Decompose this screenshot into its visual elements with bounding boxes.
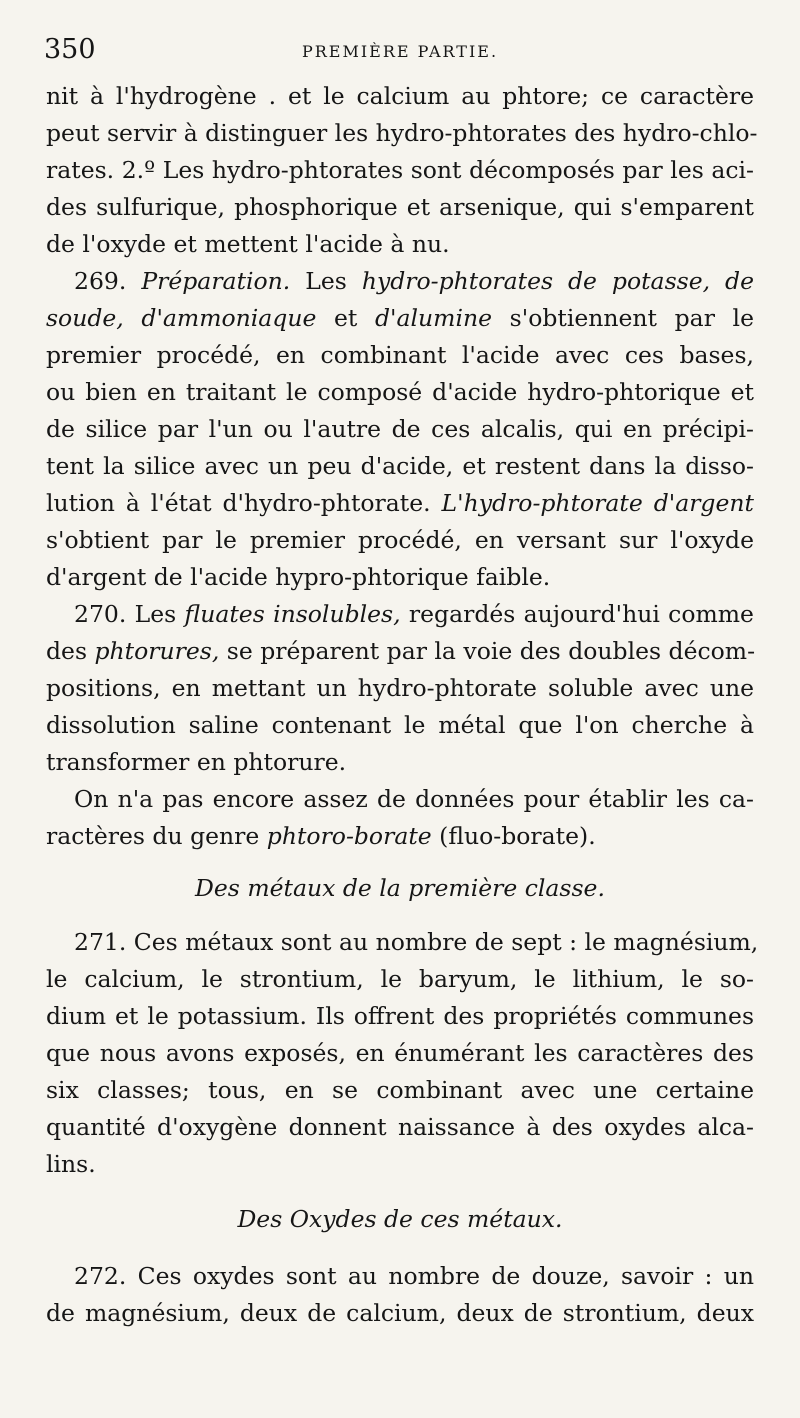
italic-term: phtorures, bbox=[94, 637, 220, 665]
paragraph-269 bbox=[46, 263, 754, 596]
italic-term: fluates insolubles, bbox=[184, 600, 401, 628]
italic-term: soude, d'ammoniaque bbox=[46, 304, 317, 332]
paragraph-continuation bbox=[46, 78, 758, 263]
text-line bbox=[46, 300, 754, 337]
italic-term: hydro-phtorates de potasse, de bbox=[361, 267, 754, 295]
text-line: On n'a pas encore assez de données pour établir les ca- bbox=[74, 785, 754, 813]
text-line: 271. Ces métaux sont au nombre de sept : le magnésium, bbox=[74, 928, 759, 956]
page-body bbox=[46, 78, 759, 1332]
text-line: le calcium, le strontium, le baryum, le lithium, le so- bbox=[46, 965, 754, 993]
page-header bbox=[44, 34, 756, 74]
text-line: de l'oxyde et mettent l'acide à nu. bbox=[46, 230, 450, 258]
text-run: Les bbox=[134, 600, 177, 628]
text-line: transformer en phtorure. bbox=[46, 748, 347, 776]
text-line: lins. bbox=[46, 1150, 96, 1178]
section-heading: Des Oxydes de ces métaux. bbox=[237, 1205, 563, 1233]
italic-term: phtoro-borate bbox=[266, 822, 432, 850]
text-line bbox=[46, 263, 754, 300]
text-run: et bbox=[334, 304, 358, 332]
text-line bbox=[46, 818, 754, 855]
text-line: tent la silice avec un peu d'acide, et restent dans la disso- bbox=[46, 452, 754, 480]
paragraph-271 bbox=[46, 924, 759, 1183]
page-number: 350 bbox=[44, 34, 96, 65]
text-line bbox=[46, 596, 754, 633]
running-head: PREMIÈRE PARTIE. bbox=[301, 42, 499, 61]
text-run: lution à l'état d'hydro-phtorate. bbox=[46, 489, 431, 517]
text-line: d'argent de l'acide hypro-phtorique faible. bbox=[46, 563, 551, 591]
text-line: peut servir à distinguer les hydro-phtorates des hydro-chlo- bbox=[46, 119, 758, 147]
text-run: ractères du genre bbox=[46, 822, 260, 850]
text-line: dissolution saline contenant le métal que l'on cherche à bbox=[46, 711, 754, 739]
text-line: des sulfurique, phosphorique et arsenique, qui s'emparent bbox=[46, 193, 754, 221]
paragraph-272 bbox=[46, 1258, 754, 1332]
text-line bbox=[46, 485, 754, 522]
text-run: (fluo-borate). bbox=[439, 822, 596, 850]
text-line: nit à l'hydrogène . et le calcium au phtore; ce caractère bbox=[46, 82, 754, 110]
text-line: de silice par l'un ou l'autre de ces alcalis, qui en précipi- bbox=[46, 415, 754, 443]
text-line: 272. Ces oxydes sont au nombre de douze, savoir : un bbox=[74, 1262, 754, 1290]
text-line: premier procédé, en combinant l'acide avec ces bases, bbox=[46, 341, 754, 369]
paragraph-number: 270. bbox=[74, 600, 127, 628]
text-run: s'obtiennent par le bbox=[509, 304, 754, 332]
text-line: de magnésium, deux de calcium, deux de strontium, deux bbox=[46, 1299, 754, 1327]
italic-term: d'alumine bbox=[375, 304, 493, 332]
text-run: Les bbox=[305, 267, 347, 295]
paragraph-number: 269. bbox=[74, 267, 127, 295]
italic-term: L'hydro-phtorate d'argent bbox=[441, 489, 754, 517]
text-line: ou bien en traitant le composé d'acide hydro-phtorique et bbox=[46, 378, 754, 406]
text-run: regardés aujourd'hui comme bbox=[408, 600, 754, 628]
section-heading: Des métaux de la première classe. bbox=[195, 874, 605, 902]
text-line bbox=[46, 633, 754, 670]
text-line: rates. 2.º Les hydro-phtorates sont décomposés par les aci- bbox=[46, 156, 754, 184]
text-line: que nous avons exposés, en énumérant les caractères des bbox=[46, 1039, 754, 1067]
text-line: positions, en mettant un hydro-phtorate soluble avec une bbox=[46, 674, 754, 702]
italic-term: Préparation. bbox=[141, 267, 291, 295]
text-run: se préparent par la voie des doubles décom- bbox=[226, 637, 756, 665]
text-line: six classes; tous, en se combinant avec une certaine bbox=[46, 1076, 754, 1104]
text-line: dium et le potassium. Ils offrent des propriétés communes bbox=[46, 1002, 754, 1030]
paragraph-270 bbox=[46, 596, 754, 855]
text-run: des bbox=[46, 637, 88, 665]
text-line: quantité d'oxygène donnent naissance à des oxydes alca- bbox=[46, 1113, 754, 1141]
text-line: s'obtient par le premier procédé, en versant sur l'oxyde bbox=[46, 526, 754, 554]
